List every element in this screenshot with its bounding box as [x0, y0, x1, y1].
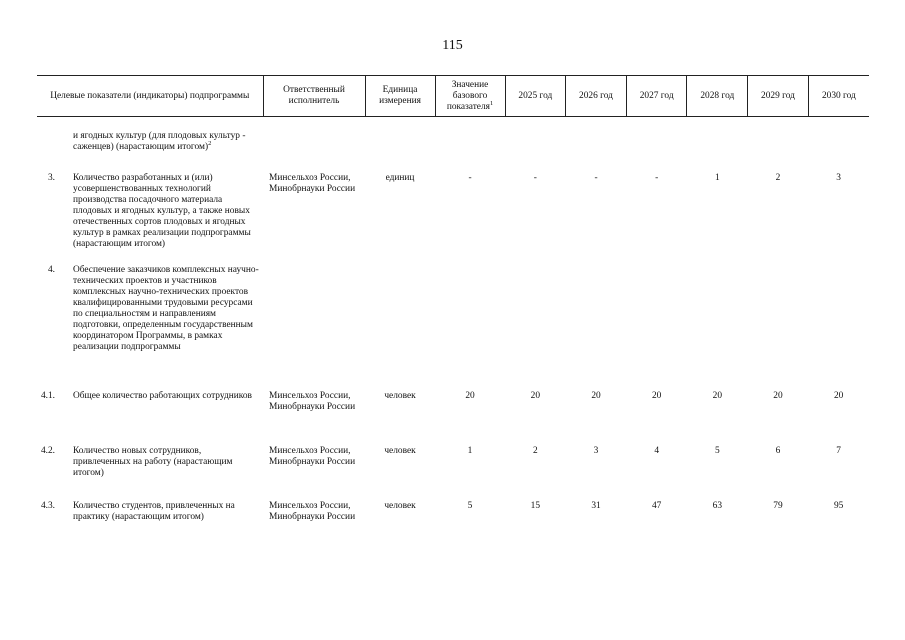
value-2025	[505, 263, 566, 385]
responsible-executor: Минсельхоз России, Минобрнауки России	[269, 391, 356, 412]
value-2025: 15	[530, 501, 541, 511]
unit-of-measure: человек	[384, 501, 416, 511]
indicator-name: Обеспечение заказчиков комплексных научно-технических проектов и участников комплексных научно-технических проектов квалифицированными трудовыми ресурсами по специальностям и направлениям подготовки, определенным государственным координатором Программы, в рамках реализации подпрограммы	[73, 265, 259, 352]
value-2027	[626, 263, 687, 385]
value-2026: 31	[591, 501, 601, 511]
indicator-name: Общее количество работающих сотрудников	[73, 391, 252, 401]
base-value: 5	[467, 501, 473, 511]
header-unit: Единица измерения	[365, 76, 435, 117]
indicators-table	[37, 75, 869, 551]
value-2025: 2	[533, 446, 538, 456]
header-base-value	[435, 76, 505, 117]
unit-of-measure	[365, 263, 435, 385]
indicator-name: Количество разработанных и (или) усовершенствованных технологий производства посадочного материала плодовых и ягодных культур, а также новых отечественных сортов плодовых и ягодных культур в рамках реализации подпрограммы (нарастающим итогом)	[73, 173, 251, 249]
row-number: 4.2.	[40, 446, 55, 456]
table-row	[37, 440, 869, 495]
value-2030: 7	[836, 446, 841, 456]
unit-of-measure: единиц	[385, 173, 415, 183]
table-row	[37, 385, 869, 440]
value-2028	[687, 263, 748, 385]
value-2027: 47	[651, 501, 662, 511]
header-base-value-text: Значение базового показателя	[446, 79, 490, 112]
page-number: 115	[442, 38, 463, 53]
value-2028: 5	[714, 446, 720, 456]
table-row	[37, 171, 869, 263]
row-number: 4.3.	[40, 501, 55, 511]
indicator-name: Количество новых сотрудников, привлеченных на работу (нарастающим итогом)	[73, 446, 233, 478]
table-row	[37, 117, 869, 172]
value-2025: 20	[530, 391, 541, 401]
indicator-name	[67, 117, 263, 172]
header-year-2029: 2029 год	[748, 76, 809, 117]
row-number	[37, 117, 67, 172]
base-value: 1	[467, 446, 473, 456]
unit-of-measure	[365, 117, 435, 172]
header-year-2026: 2026 год	[566, 76, 627, 117]
header-year-2028: 2028 год	[687, 76, 748, 117]
value-2030	[808, 263, 869, 385]
header-indicators: Целевые показатели (индикаторы) подпрограммы	[37, 76, 263, 117]
footnote-mark: 1	[489, 99, 494, 107]
responsible-executor: Минсельхоз России, Минобрнауки России	[269, 173, 356, 194]
value-2028: 1	[714, 173, 720, 183]
value-2028: 20	[712, 391, 722, 401]
header-responsible: Ответственный исполнитель	[263, 76, 365, 117]
value-2025: -	[533, 173, 537, 183]
value-2026	[566, 117, 627, 172]
value-2027: 4	[654, 446, 659, 456]
value-2026: 20	[591, 391, 601, 401]
value-2029: 79	[773, 501, 783, 511]
unit-of-measure: человек	[384, 391, 416, 401]
value-2026	[566, 263, 627, 385]
responsible-executor	[263, 263, 365, 385]
value-2026: -	[594, 173, 598, 183]
indicator-name-text: и ягодных культур (для плодовых культур - саженцев) (нарастающим итогом)	[73, 131, 246, 152]
value-2030: 95	[833, 501, 844, 511]
table-header	[37, 76, 869, 117]
value-2029	[748, 263, 809, 385]
value-2029: 20	[773, 391, 783, 401]
value-2030: 3	[836, 173, 841, 183]
value-2028	[687, 117, 748, 172]
base-value	[435, 117, 505, 172]
header-year-2030: 2030 год	[808, 76, 869, 117]
responsible-executor	[263, 117, 365, 172]
footnote-mark: 2	[208, 139, 212, 147]
value-2030	[808, 117, 869, 172]
value-2029	[748, 117, 809, 172]
header-year-2027: 2027 год	[626, 76, 687, 117]
header-year-2025: 2025 год	[505, 76, 566, 117]
responsible-executor: Минсельхоз России, Минобрнауки России	[269, 501, 356, 522]
row-number: 4.	[47, 265, 55, 275]
value-2027: -	[655, 173, 659, 183]
row-number: 3.	[47, 173, 55, 183]
value-2029: 6	[775, 446, 781, 456]
value-2028: 63	[712, 501, 722, 511]
value-2025	[505, 117, 566, 172]
responsible-executor: Минсельхоз России, Минобрнауки России	[269, 446, 356, 467]
base-value: -	[468, 173, 472, 183]
unit-of-measure: человек	[384, 446, 416, 456]
value-2029: 2	[775, 173, 781, 183]
value-2027	[626, 117, 687, 172]
base-value: 20	[465, 391, 475, 401]
table-row	[37, 263, 869, 385]
indicator-name: Количество студентов, привлеченных на практику (нарастающим итогом)	[73, 501, 235, 522]
row-number: 4.1.	[40, 391, 55, 401]
value-2026: 3	[593, 446, 599, 456]
value-2027: 20	[651, 391, 662, 401]
base-value	[435, 263, 505, 385]
value-2030: 20	[833, 391, 844, 401]
table-row	[37, 495, 869, 551]
